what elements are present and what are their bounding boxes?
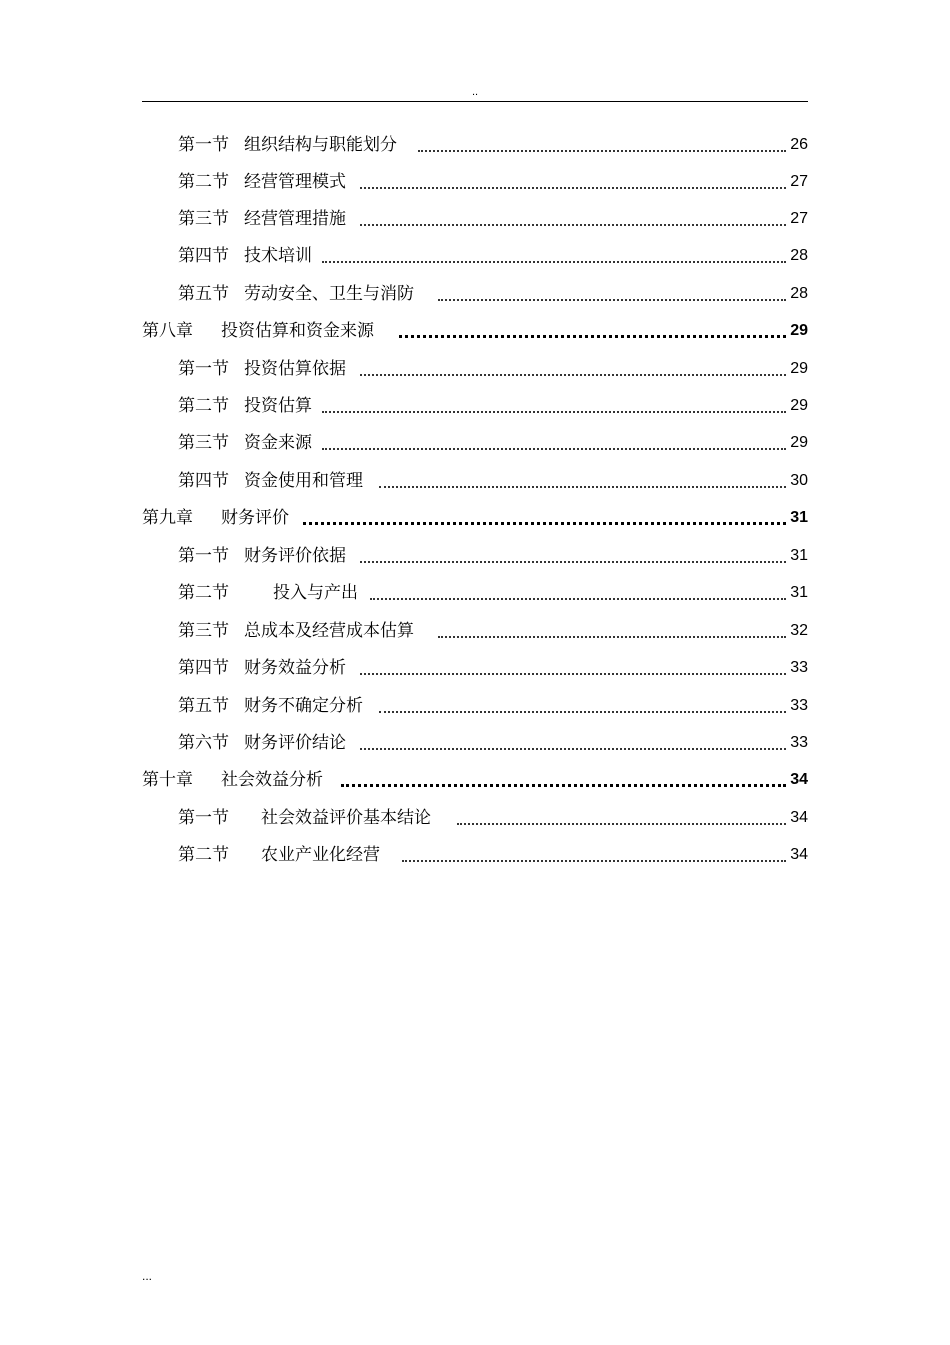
toc-entry-label: 第四节 (178, 471, 229, 491)
toc-entry-page: 31 (790, 509, 808, 526)
toc-entry-label: 第一节 (178, 546, 229, 566)
toc-leader-dots (418, 150, 786, 152)
toc-entry-title: 农业产业化经营 (261, 845, 380, 865)
toc-entry-label: 第二节 (178, 396, 229, 416)
toc-chapter-entry[interactable] (0, 499, 950, 536)
toc-entry[interactable] (0, 200, 950, 237)
toc-entry-page: 33 (790, 697, 808, 714)
toc-entry-label: 第二节 (178, 583, 229, 603)
toc-entry-page: 28 (790, 247, 808, 264)
toc-entry-page: 34 (790, 846, 808, 863)
toc-entry-label: 第三节 (178, 433, 229, 453)
toc-leader-dots (360, 748, 786, 750)
toc-entry-label: 第一节 (178, 135, 229, 155)
toc-entry-page: 30 (790, 472, 808, 489)
toc-entry[interactable] (0, 237, 950, 274)
toc-entry[interactable] (0, 836, 950, 873)
toc-entry-title: 社会效益评价基本结论 (261, 808, 431, 828)
toc-entry[interactable] (0, 163, 950, 200)
toc-entry[interactable] (0, 462, 950, 499)
toc-entry-title: 投资估算和资金来源 (221, 321, 374, 341)
toc-entry-title: 财务不确定分析 (244, 696, 363, 716)
toc-leader-dots (402, 860, 786, 862)
toc-entry[interactable] (0, 424, 950, 461)
toc-entry[interactable] (0, 387, 950, 424)
toc-entry-label: 第二节 (178, 172, 229, 192)
toc-leader-dots (438, 299, 786, 301)
toc-entry-title: 投入与产出 (273, 583, 358, 603)
toc-entry-label: 第五节 (178, 696, 229, 716)
toc-entry-page: 32 (790, 622, 808, 639)
toc-entry-page: 31 (790, 547, 808, 564)
toc-leader-dots (360, 187, 786, 189)
toc-entry-page: 29 (790, 434, 808, 451)
toc-entry-page: 27 (790, 210, 808, 227)
toc-entry[interactable] (0, 350, 950, 387)
toc-entry-label: 第十章 (142, 770, 193, 790)
toc-leader-dots (360, 374, 786, 376)
toc-entry-page: 34 (790, 771, 808, 788)
page-header-mark: .. (471, 86, 479, 98)
toc-leader-dots (303, 522, 786, 525)
toc-entry-label: 第五节 (178, 284, 229, 304)
toc-entry-label: 第八章 (142, 321, 193, 341)
toc-entry-label: 第四节 (178, 658, 229, 678)
toc-entry-label: 第四节 (178, 246, 229, 266)
toc-entry-page: 26 (790, 136, 808, 153)
toc-entry-label: 第九章 (142, 508, 193, 528)
toc-entry[interactable] (0, 574, 950, 611)
toc-chapter-entry[interactable] (0, 312, 950, 349)
toc-entry-title: 组织结构与职能划分 (244, 135, 397, 155)
toc-entry-page: 29 (790, 360, 808, 377)
toc-leader-dots (360, 224, 786, 226)
toc-entry-page: 33 (790, 659, 808, 676)
toc-leader-dots (322, 448, 786, 450)
toc-entry-title: 总成本及经营成本估算 (244, 621, 414, 641)
toc-entry-title: 技术培训 (244, 246, 312, 266)
page-footer-mark: ... (142, 1269, 153, 1283)
toc-entry[interactable] (0, 724, 950, 761)
toc-entry[interactable] (0, 799, 950, 836)
toc-entry-title: 劳动安全、卫生与消防 (244, 284, 414, 304)
toc-entry-page: 34 (790, 809, 808, 826)
toc-entry-title: 财务评价结论 (244, 733, 346, 753)
toc-entry[interactable] (0, 537, 950, 574)
toc-entry[interactable] (0, 687, 950, 724)
toc-entry-label: 第六节 (178, 733, 229, 753)
toc-entry-title: 资金使用和管理 (244, 471, 363, 491)
toc-entry-label: 第一节 (178, 359, 229, 379)
header-rule (142, 101, 808, 102)
toc-entry-page: 31 (790, 584, 808, 601)
toc-entry[interactable] (0, 126, 950, 163)
toc-entry-title: 投资估算依据 (244, 359, 346, 379)
toc-leader-dots (379, 711, 786, 713)
toc-entry-title: 经营管理措施 (244, 209, 346, 229)
toc-entry[interactable] (0, 612, 950, 649)
toc-entry-title: 资金来源 (244, 433, 312, 453)
toc-entry-label: 第一节 (178, 808, 229, 828)
toc-leader-dots (341, 784, 786, 787)
toc-entry-title: 财务评价依据 (244, 546, 346, 566)
toc-entry-title: 社会效益分析 (221, 770, 323, 790)
toc-entry-page: 29 (790, 397, 808, 414)
toc-leader-dots (457, 823, 786, 825)
toc-leader-dots (370, 598, 786, 600)
toc-leader-dots (360, 561, 786, 563)
toc-leader-dots (438, 636, 786, 638)
toc-entry[interactable] (0, 275, 950, 312)
toc-entry-title: 财务评价 (221, 508, 289, 528)
toc-entry-title: 经营管理模式 (244, 172, 346, 192)
toc-entry-page: 28 (790, 285, 808, 302)
toc-entry-label: 第二节 (178, 845, 229, 865)
toc-leader-dots (399, 335, 786, 338)
toc-entry-page: 29 (790, 322, 808, 339)
toc-leader-dots (360, 673, 786, 675)
toc-entry-title: 投资估算 (244, 396, 312, 416)
toc-chapter-entry[interactable] (0, 761, 950, 798)
toc-leader-dots (322, 261, 786, 263)
toc-entry-label: 第三节 (178, 621, 229, 641)
toc-entry-page: 27 (790, 173, 808, 190)
toc-entry-title: 财务效益分析 (244, 658, 346, 678)
toc-leader-dots (379, 486, 786, 488)
toc-entry-label: 第三节 (178, 209, 229, 229)
toc-entry-page: 33 (790, 734, 808, 751)
toc-leader-dots (322, 411, 786, 413)
toc-entry[interactable] (0, 649, 950, 686)
